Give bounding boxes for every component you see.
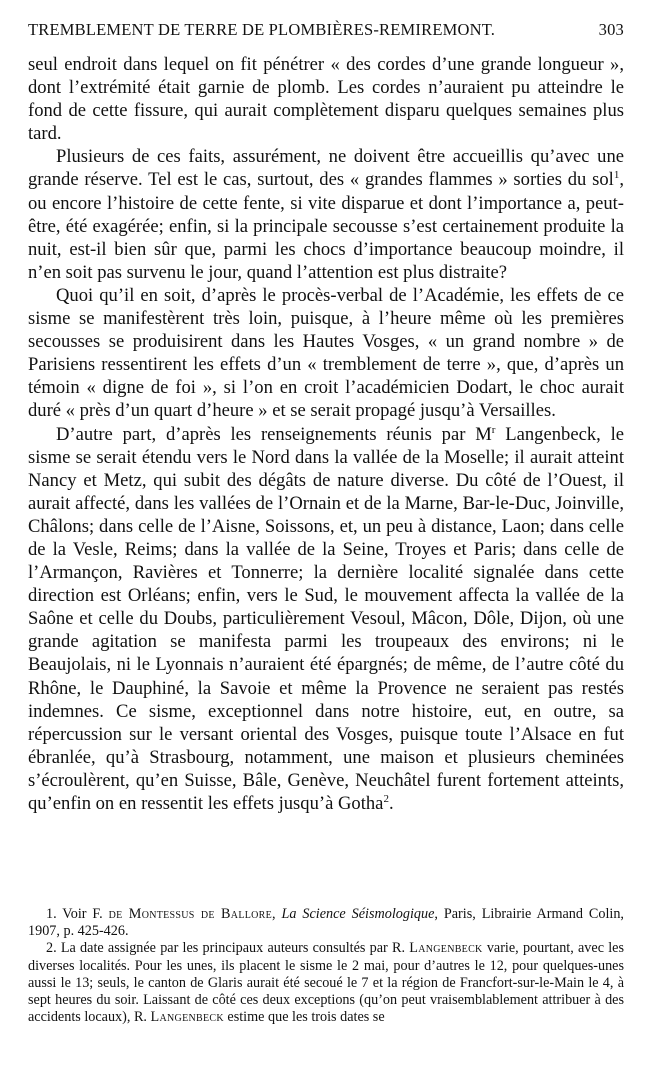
paragraph-2-end: , ou encore l’histoire de cette fente, si vite disparue et dont l’importance a, peut-être, été exagérée; enfin, si la principale secousse s’est certainement produite la nuit, est-il bien sûr que, parmi les chocs d’importance beaucoup moindre, il n’en soit pas survenu le jour, quand l’attention est plus distraite? [28, 169, 624, 283]
footnote-2-rest: estime que les trois dates se [223, 1009, 385, 1026]
paragraph-3: Quoi qu’il en soit, d’après le procès-verbal de l’Académie, les effets de ce sisme se manifestèrent très loin, puisque, à l’heure même où les premières secousses se produisirent dans les Hautes Vosges, « un grand nombre » de Parisiens ressentirent les effets d’un « tremblement de terre », que, d’après un témoin « digne de foi », si l’on en croit l’académicien Dodart, le choc aurait duré « près d’un quart d’heure » et se serait propagé jusqu’à Versailles. [28, 284, 624, 422]
footnote-1-rest: , Paris, Librairie Armand Colin, 1907, p. 425-426. [28, 906, 624, 940]
footnote-2 [28, 940, 624, 1026]
footnote-1-title: La Science Séismologique [281, 906, 435, 922]
page [28, 20, 624, 815]
footnote-1-num: 1. Voir F. [46, 906, 109, 922]
paragraph-1: seul endroit dans lequel on fit pénétrer « des cordes d’une grande longueur », dont l’extrémité était garnie de plomb. Les cordes n’auraient pu atteindre le fond de cette fissure, qui aurait complètement disparu quelques semaines plus tard. [28, 54, 624, 145]
footnote-2-middle: varie, pourtant, avec les diverses localités. Pour les unes, ils placent le sisme le 2 mai, pour d’autres le 12, pour quelques-unes aussi le 13; seuls, le canton de Glaris aurait été secoué le 7 et la région de Francfort-sur-le-Main le 4, à sept heures du soir. Laissant de côté ces deux exceptions (qu’on peut vraisemblablement attribuer à des accidents locaux), R. [28, 940, 624, 1026]
footnote-2-author-repeat: Langenbeck [150, 1009, 224, 1026]
running-head-title: TREMBLEMENT DE TERRE DE PLOMBIÈRES-REMIREMONT. [28, 20, 496, 39]
footnote-1-sep: , [272, 906, 282, 922]
paragraph-4-end: . [388, 793, 394, 814]
paragraph-2 [28, 145, 624, 284]
paragraph-4-middle: Langenbeck, le sisme se serait étendu vers le Nord dans la vallée de la Moselle; il aurait atteint Nancy et Metz, qui subit des dégâts de nature diverse. Du côté de l’Ouest, il aurait affecté, dans les vallées de l’Ornain et de la Marne, Bar-le-Duc, Joinville, Châlons; dans celle de l’Aisne, Soissons, et, un peu à distance, Laon; dans celle de la Vesle, Reims; dans la vallée de la Seine, Troyes et Paris; dans celle de l’Armançon, Ravières et Tonnerre; la dernière localité signalée dans cette direction est Orléans; enfin, vers le Sud, le mouvement affecta la vallée de la Saône et celle du Doubs, particulièrement Vesoul, Mâcon, Dôle, Dijon, où une grande agitation se manifesta parmi les troupeaux des environs; ni le Beaujolais, ni le Lyonnais n’auraient été épargnés; de même, de l’autre côté du Rhône, le Dauphiné, la Savoie et même la Provence ne seraient pas restés indemnes. Ce sisme, exceptionnel dans notre histoire, eut, en outre, sa répercussion sur le versant oriental des Vosges, puisque toute l’Alsace en fut ébranlée, qu’à Strasbourg, notamment, une maison et plusieurs cheminées s’écroulèrent, qu’en Suisse, Bâle, Genève, Neuchâtel furent fortement atteints, qu’enfin on en ressentit les effets jusqu’à Gotha [28, 423, 625, 814]
running-head [28, 20, 624, 40]
footnote-2-num: 2. La date assignée par les principaux auteurs consultés par R. [46, 940, 410, 957]
footnote-ref-2[interactable]: 2 [383, 792, 389, 805]
footnote-ref-1[interactable]: 1 [613, 169, 620, 182]
footnote-1 [28, 906, 624, 940]
footnote-2-author: Langenbeck [409, 940, 483, 957]
footnote-1-author: de Montessus de Ballore [108, 906, 273, 922]
paragraph-4 [28, 423, 624, 816]
page-number: 303 [598, 20, 624, 39]
body-text [28, 53, 624, 815]
paragraph-2-start: Plusieurs de ces faits, assurément, ne doivent être accueillis qu’avec une grande réserve. Tel est le cas, surtout, des « grandes flammes » sorties du sol [28, 146, 624, 191]
paragraph-4-start: D’autre part, d’après les renseignements réunis par M [56, 423, 492, 445]
footnotes [28, 906, 624, 1026]
title-abbrev-superscript: r [491, 423, 496, 436]
